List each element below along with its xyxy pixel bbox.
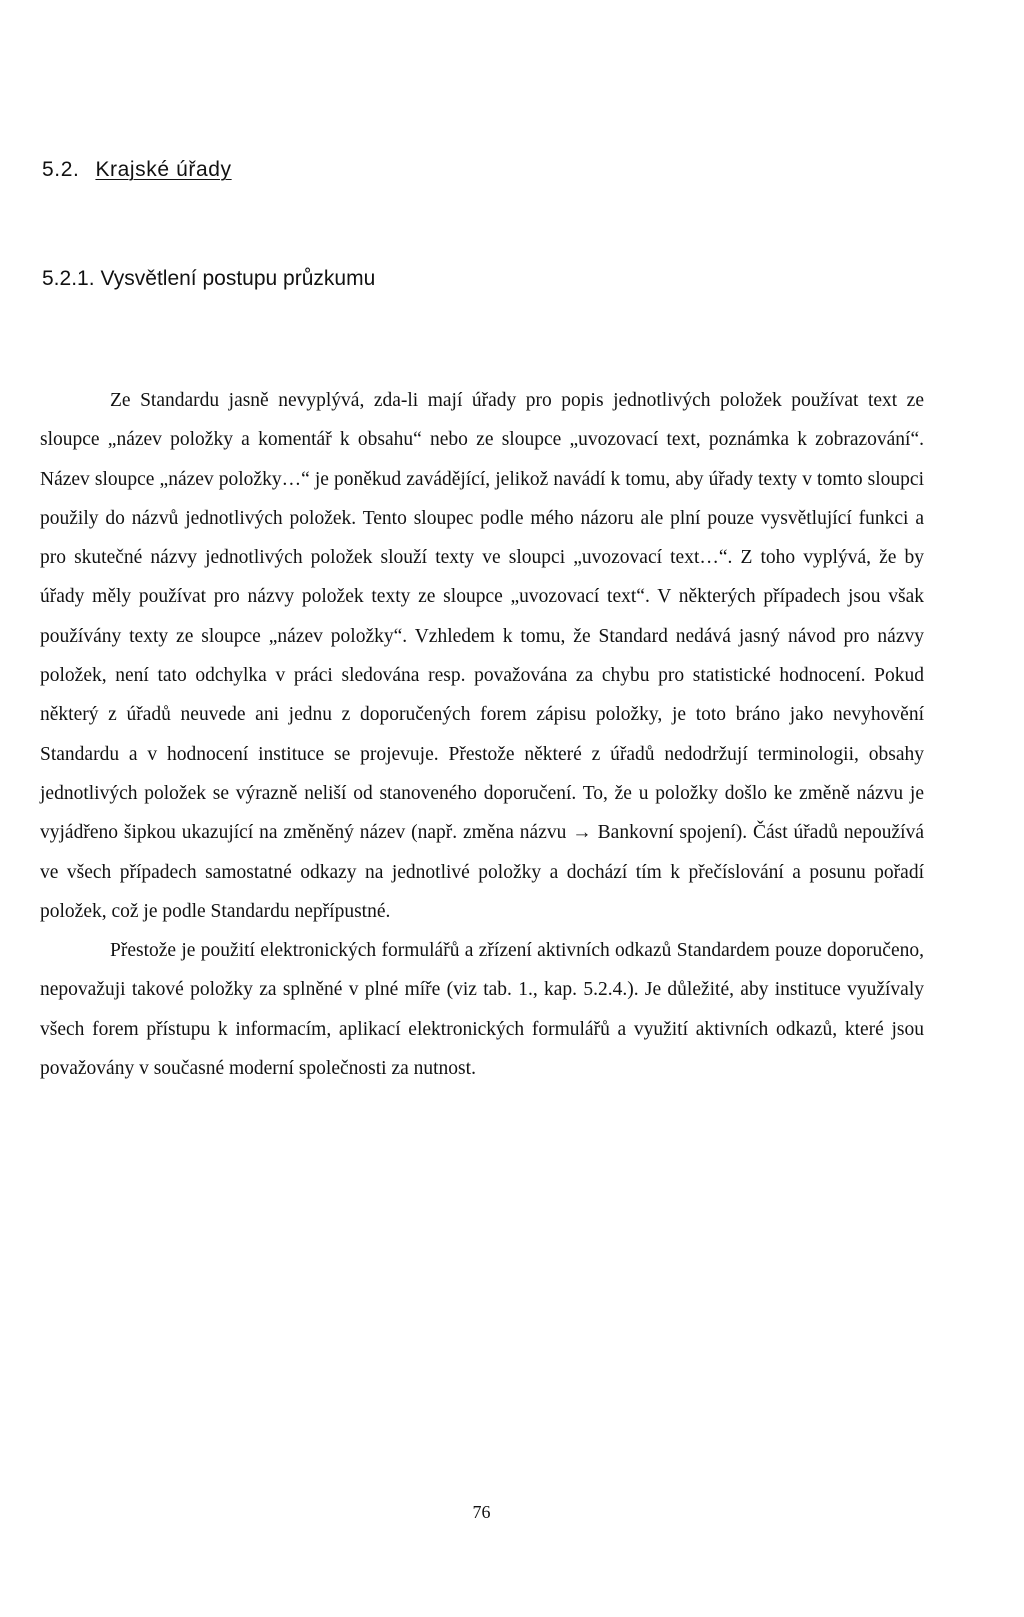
subsection-heading xyxy=(42,267,375,291)
section-title: Krajské úřady xyxy=(95,158,232,181)
paragraph: Přestože je použití elektronických formulářů a zřízení aktivních odkazů Standardem pouze doporučeno, nepovažuji takové položky za splněné v plné míře (viz tab. 1., kap. 5.2.4.). Je důležité, aby instituce využívaly všech forem přístupu k informacím, aplikací elektronických formulářů a využití aktivních odkazů, které jsou považovány v současné moderní společnosti za nutnost. xyxy=(40,940,924,1080)
paragraph: Ze Standardu jasně nevyplývá, zda-li mají úřady pro popis jednotlivých položek používat text ze sloupce „název položky a komentář k obsahu“ nebo ze sloupce „uvozovací text, poznámka k zobrazování“. Název sloupce „název položky…“ je poněkud zavádějící, jelikož navádí k tomu, aby úřady texty v tomto sloupci použily do názvů jednotlivých položek. Tento sloupec podle mého názoru ale plní pouze vysvětlující funkci a pro skutečné názvy jednotlivých položek slouží texty ve sloupci „uvozovací text…“. Z toho vyplývá, že by úřady měly používat pro názvy položek texty ze sloupce „uvozovací text“. V některých případech jsou však používány texty ze sloupce „název položky“. Vzhledem k tomu, že Standard nedává jasný návod pro názvy položek, není tato odchylka v práci sledována resp. považována za chybu pro statistické hodnocení. Pokud některý z úřadů neuvede ani jednu z doporučených forem zápisu položky, je toto bráno jako nevyhovění Standardu a v hodnocení instituce se projevuje. Přestože některé z úřadů nedodržují terminologii, obsahy jednotlivých položek se výrazně neliší od stanoveného doporučení. To, že u položky došlo ke změně názvu je vyjádřeno šipkou ukazující na změněný název (např. změna názvu → Bankovní spojení). Část úřadů nepoužívá ve všech případech samostatné odkazy na jednotlivé položky a dochází tím k přečíslování a posunu pořadí položek, což je podle Standardu nepřípustné. xyxy=(40,390,924,922)
subsection-title: Vysvětlení postupu průzkumu xyxy=(100,267,376,290)
subsection-number: 5.2.1. xyxy=(42,267,95,290)
section-number: 5.2. xyxy=(42,158,80,181)
section-heading xyxy=(42,158,232,182)
body-text xyxy=(40,381,924,1088)
page-number: 76 xyxy=(472,1502,491,1522)
